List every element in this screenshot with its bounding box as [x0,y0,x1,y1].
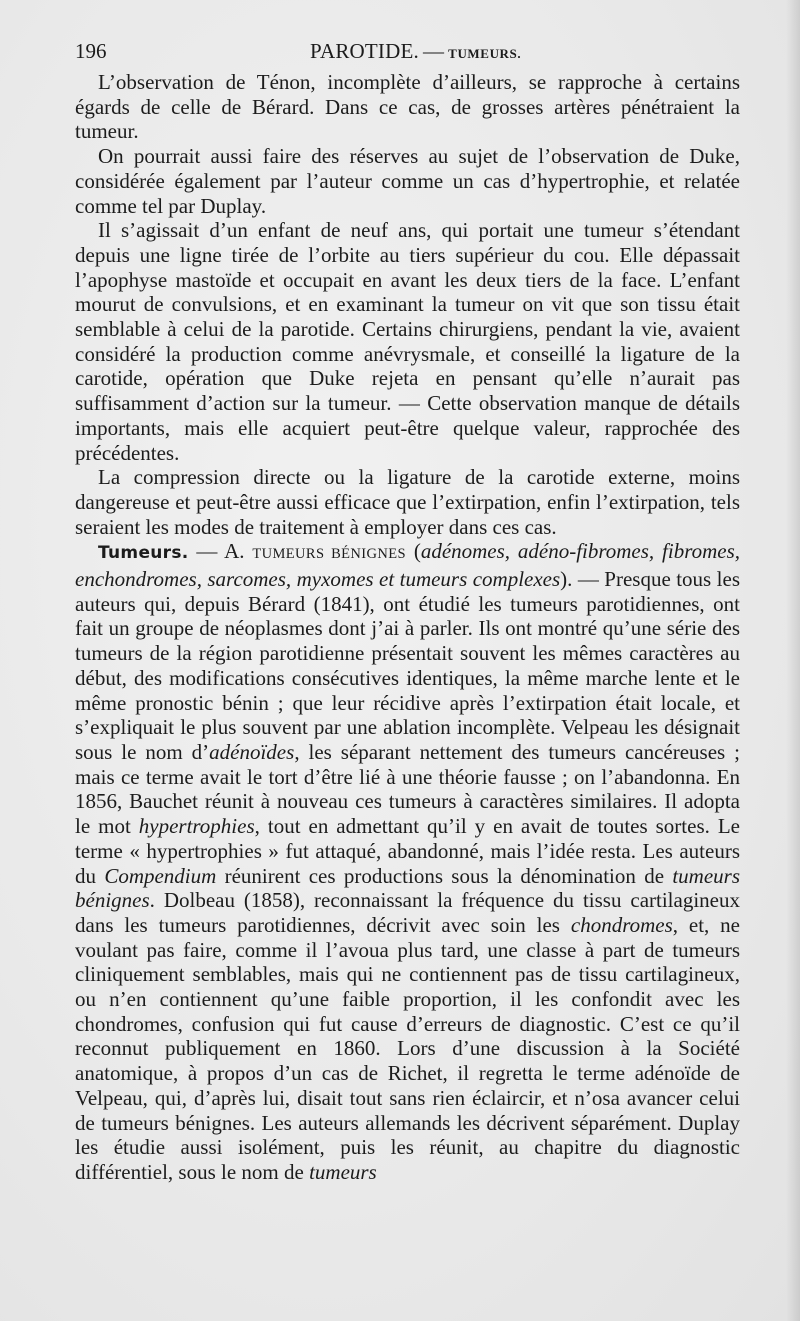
italic-term-list: adénomes, adéno-fibromes, fibromes, enchondromes, sarcomes, myxomes et tumeurs complexes [75,539,740,592]
running-title [310,39,521,64]
subsection-heading: TUMEURS BÉNIGNES [252,546,406,563]
binding-shadow [786,0,800,1321]
section-letter: A. [224,539,253,564]
running-title-dash: — [422,39,445,63]
italic-term: Compendium [104,863,217,888]
running-title-sub: TUMEURS. [448,46,522,61]
paragraph-tumeurs [75,539,740,1184]
paragraph: Il s’agissait d’un enfant de neuf ans, qui portait une tumeur s’étendant depuis une ligne tirée de l’orbite au tiers supérieur du cou. Elle dépassait l’apophyse mastoïde et occupait en avant les deux tiers de la face. L’enfant mourut de convulsions, et en examinant la tumeur on vit que son tissu était semblable à celui de la parotide. Certains chirurgiens, pendant la vie, avaient considéré la production comme anévrysmale, et conseillé la ligature de la carotide, opération que Duke rejeta en pensant qu’elle n’aurait pas suffisamment d’action sur la tumeur. — Cette observation manque de détails importants, mais elle acquiert peut-être quelque valeur, rapprochée des précédentes. [75,218,740,465]
paragraph: L’observation de Ténon, incomplète d’ailleurs, se rapproche à certains égards de celle de Bérard. Dans ce cas, de grosses artères pénétraient la tumeur. [75,70,740,144]
paragraph: On pourrait aussi faire des réserves au sujet de l’observation de Duke, considérée également par l’auteur comme un cas d’hypertrophie, et relatée comme tel par Duplay. [75,144,740,218]
running-header [75,39,740,69]
text-run: , tout en admettant qu’il y en avait de toutes sortes. Le terme « hypertrophies » fut attaqué, abandonné, mais l’idée resta. Les auteurs du [75,814,740,888]
text-run: , les séparant nettement des tumeurs cancéreuses ; mais ce terme avait le tort d’être lié à une théorie fausse ; on l’abandonna. En 1856, Bauchet réunit à nouveau ces tumeurs à caractères similaires. Il adopta le mot [75,739,740,839]
italic-term: adénoïdes [209,739,295,764]
text-run: ( [405,539,421,564]
italic-term: tumeurs [309,1159,377,1184]
text-run: — [188,539,225,564]
italic-term: hypertrophies [138,814,255,839]
text-run: ). — [560,567,605,592]
paragraph: La compression directe ou la ligature de la carotide externe, moins dangereuse et peut-être aussi efficace que l’extirpation, enfin l’extirpation, tels seraient les modes de traitement à employer dans ces cas. [75,465,740,539]
text-run: réunirent ces productions sous la dénomination de [216,863,673,888]
text-run: . Dolbeau (1858), reconnaissant la fréquence du tissu cartilagineux dans les tumeurs parotidiennes, décrivit avec soin les [75,888,740,937]
italic-term: tumeurs bénignes [75,863,740,913]
text-run: , et, ne voulant pas faire, comme il l’avoua plus tard, une classe à part de tumeurs cliniquement semblables, mais qui ne contiennent pas de tissu cartilagineux, ou n’en contiennent qu’une faible proportion, il les confondit avec les chondromes, confusion qui fut cause d’erreurs de diagnostic. C’est ce qu’il reconnut publiquement en 1860. Lors d’une discussion à la Société anatomique, à propos d’un cas de Richet, il regretta le terme adénoïde de Velpeau, qui, d’après lui, disait tout sans rien éclaircir, et n’osa avancer celui de tumeurs bénignes. Les auteurs allemands les décrivent séparément. Duplay les étudie aussi isolément, puis les réunit, au chapitre du diagnostic différentiel, sous le nom de [75,912,740,1184]
body-text [75,70,740,1185]
running-title-main: PAROTIDE. [310,39,419,63]
page-number: 196 [75,39,107,63]
section-rubric: Tumeurs. [98,543,189,564]
text-run: Presque tous les auteurs qui, depuis Bérard (1841), ont étudié les tumeurs parotidiennes, ont fait un groupe de néoplasmes dont j’ai à parler. Ils ont montré qu’une série des tumeurs de la région parotidienne présentait souvent les mêmes caractères au début, des modifications consécutives identiques, la même marche lente et le même pronostic bénin ; que leur récidive après l’extirpation était locale, et s’expliquait le plus souvent par une ablation incomplète. Velpeau les désignait sous le nom d’ [75,567,740,764]
italic-term: chondromes [570,912,673,937]
